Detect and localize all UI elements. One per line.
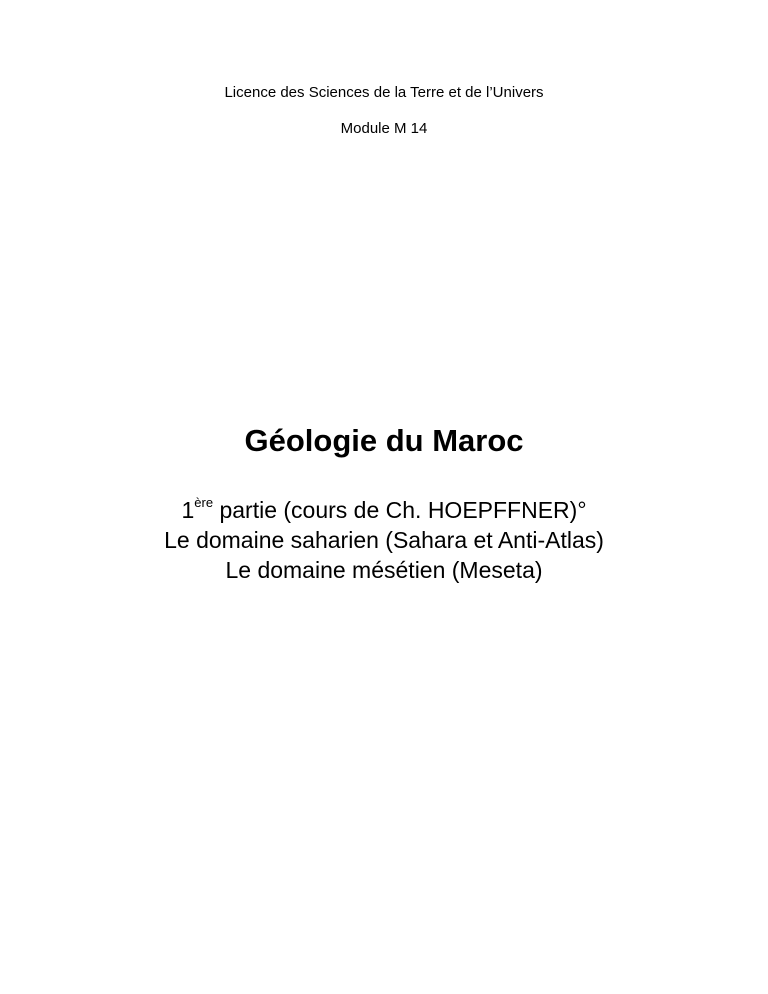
part-superscript: ère — [194, 495, 214, 511]
licence-heading: Licence des Sciences de la Terre et de l’Univers — [224, 84, 544, 101]
part-number: 1 — [181, 497, 195, 523]
subtitle-mesetien: Le domaine mésétien (Meseta) — [225, 557, 543, 583]
module-label: Module M 14 — [340, 120, 428, 137]
subtitle-saharien: Le domaine saharien (Sahara et Anti-Atlas) — [164, 527, 604, 553]
document-title: Géologie du Maroc — [244, 423, 524, 458]
part-line — [0, 496, 768, 524]
part-description: partie (cours de Ch. HOEPFFNER)° — [213, 497, 587, 523]
